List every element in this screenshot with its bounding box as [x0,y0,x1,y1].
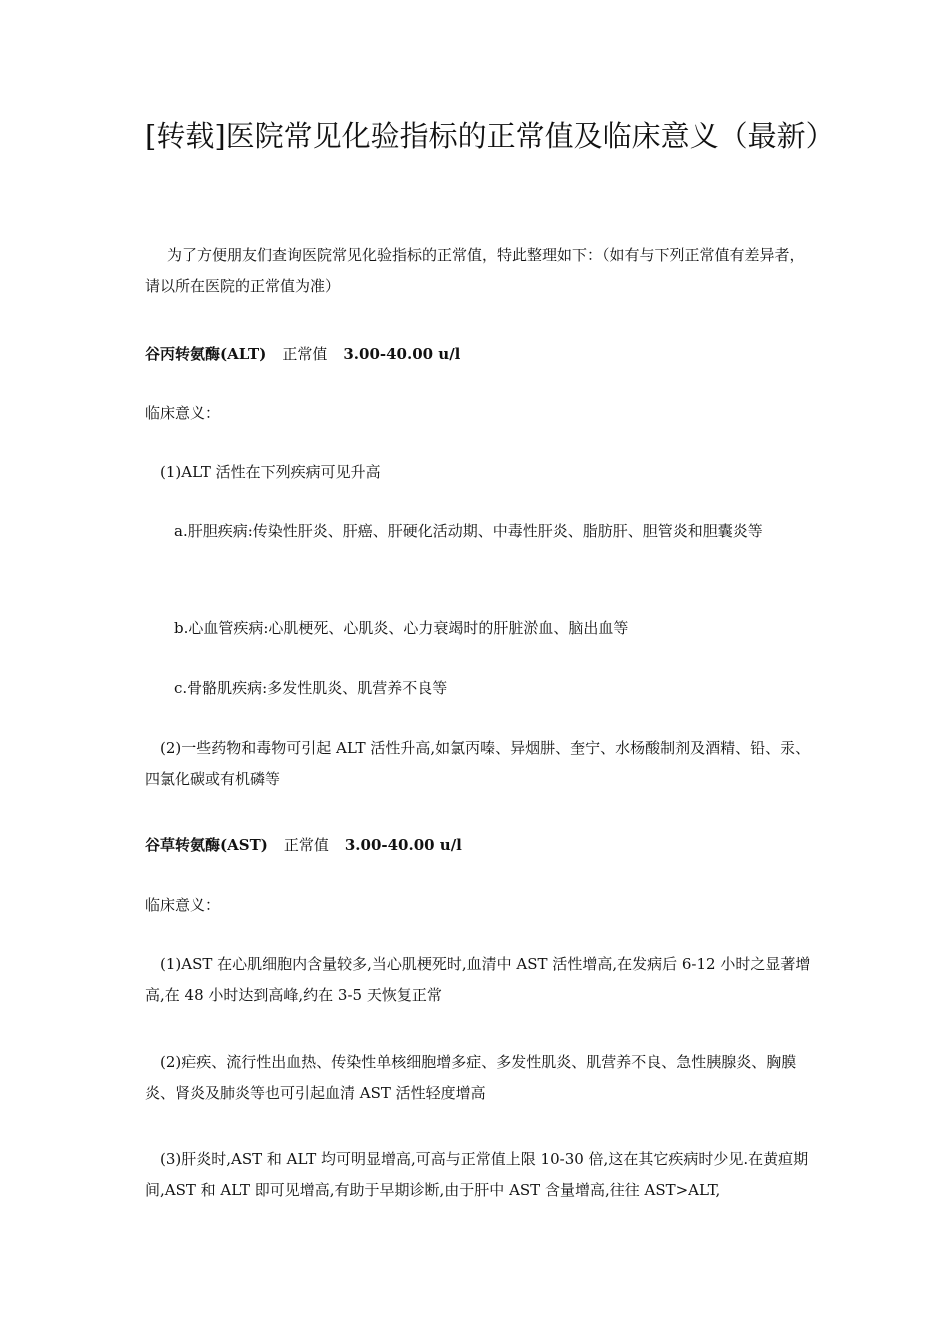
alt-normal-value: 3.00-40.00 u/l [343,345,461,363]
alt-heading [145,339,813,370]
alt-item-1b: b.心血管疾病:心肌梗死、心肌炎、心力衰竭时的肝脏淤血、脑出血等 [174,619,629,637]
alt-item-1a: a.肝胆疾病:传染性肝炎、肝癌、肝硬化活动期、中毒性肝炎、脂肪肝、胆管炎和胆囊炎等 [174,522,763,540]
ast-normal-label: 正常值 [283,836,329,854]
alt-item-1c: c.骨骼肌疾病:多发性肌炎、肌营养不良等 [174,679,448,697]
ast-item-2: (2)疟疾、流行性出血热、传染性单核细胞增多症、多发性肌炎、肌营养不良、急性胰腺炎、胸膜炎、肾炎及肺炎等也可引起血清 AST 活性轻度增高 [145,1053,797,1102]
alt-name: 谷丙转氨酶(ALT) [145,345,267,363]
ast-heading [145,830,813,861]
intro-paragraph: 为了方便朋友们查询医院常见化验指标的正常值，特此整理如下：（如有与下列正常值有差异者，请以所在医院的正常值为准） [145,246,805,295]
ast-name: 谷草转氨酶(AST) [145,836,268,854]
alt-item-2: (2)一些药物和毒物可引起 ALT 活性升高,如氯丙嗪、异烟肼、奎宁、水杨酸制剂及酒精、铅、汞、四氯化碳或有机磷等 [145,739,811,788]
ast-normal-value: 3.00-40.00 u/l [344,836,462,854]
ast-item-3: (3)肝炎时,AST 和 ALT 均可明显增高,可高与正常值上限 10-30 倍,这在其它疾病时少见.在黄疸期间,AST 和 ALT 即可见增高,有助于早期诊断,由于肝中 AST 含量增高,往往 AST>ALT, [145,1150,809,1199]
alt-normal-label: 正常值 [282,345,328,363]
document-title: [转载]医院常见化验指标的正常值及临床意义（最新） [145,119,835,153]
alt-item-1: (1)ALT 活性在下列疾病可见升高 [160,463,381,481]
alt-clinical-label: 临床意义： [145,404,221,422]
ast-clinical-label: 临床意义： [145,896,221,914]
ast-item-1: (1)AST 在心肌细胞内含量较多,当心肌梗死时,血清中 AST 活性增高,在发病后 6-12 小时之显著增高,在 48 小时达到高峰,约在 3-5 天恢复正常 [145,955,811,1004]
